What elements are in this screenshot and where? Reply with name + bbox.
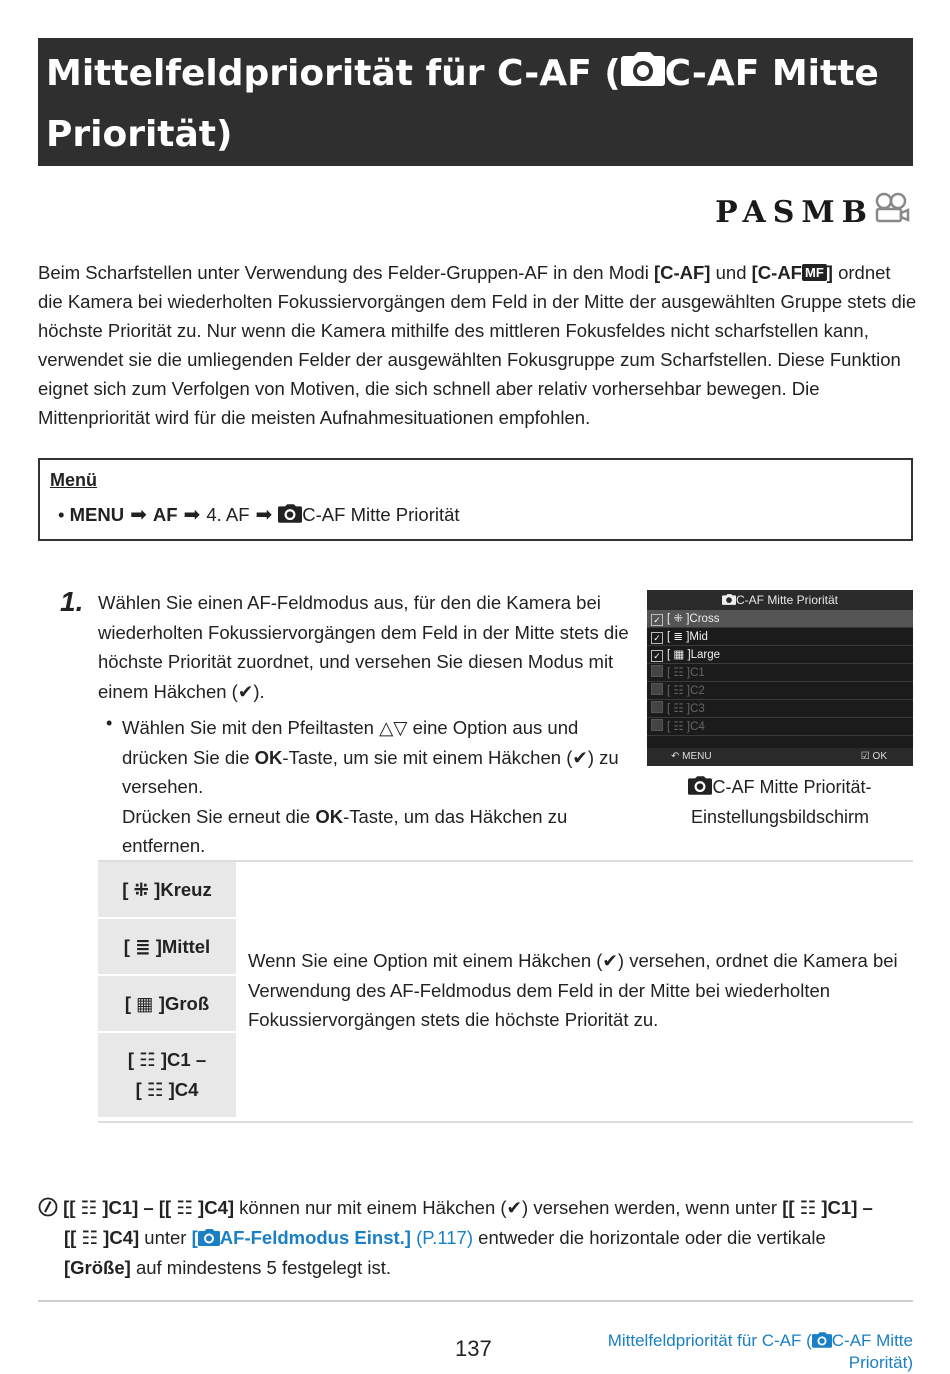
note	[38, 1193, 913, 1283]
step-number: 1.	[60, 586, 84, 617]
screen-option-label: [ ≣ ]Mid	[667, 631, 708, 643]
screen-option-row[interactable]	[647, 664, 913, 682]
screen-option-row[interactable]	[647, 628, 913, 646]
arrow-right-icon: ➡	[255, 504, 273, 526]
screen-option-label: [ ☷ ]C4	[667, 721, 705, 733]
mf-badge: MF	[802, 264, 827, 281]
note-text-3: entweder die horizontale oder die vertikale	[473, 1227, 826, 1248]
screen-option-row[interactable]	[647, 718, 913, 736]
note-text-4: auf mindestens 5 festgelegt ist.	[130, 1257, 391, 1278]
intro-text-1: Beim Scharfstellen unter Verwendung des Felder-Gruppen-AF in den Modi	[38, 262, 654, 283]
checkbox-empty-icon	[651, 683, 663, 695]
footer-link-3: Priorität)	[848, 1353, 913, 1372]
sub1-pre: Wählen Sie mit den Pfeiltasten △▽ eine Option aus und drücken Sie die	[122, 717, 579, 768]
link-text: AF-Feldmodus Einst.]	[219, 1227, 411, 1248]
cafmf-close: ]	[826, 262, 833, 283]
screen-rows	[647, 610, 913, 736]
note-groesse: [Größe]	[64, 1257, 131, 1278]
title-text-3: Priorität)	[46, 114, 233, 155]
ok-label: OK	[254, 746, 283, 768]
note-icon	[38, 1197, 58, 1218]
page-number: 137	[455, 1336, 492, 1361]
page-title-bar	[38, 38, 913, 166]
movie-icon	[874, 195, 910, 230]
footer-link-1: Mittelfeldpriorität für C-AF (	[607, 1331, 812, 1350]
screen-caption	[647, 772, 913, 832]
af-feldmodus-link[interactable]	[192, 1227, 411, 1248]
camera-icon	[278, 504, 302, 525]
cafmf-label: [C-AF	[751, 262, 802, 283]
step-text: Wählen Sie einen AF-Feldmodus aus, für den die Kamera bei wiederholten Fokussiervorgängen dem Feld in der Mitte stets die höchste Priorität zuordnet, und versehen Sie diesen Modus mit einem Häkchen (✔).	[98, 592, 629, 702]
screen-option-row[interactable]	[647, 646, 913, 664]
screen-option-label: [ ▦ ]Large	[667, 649, 721, 661]
footer-divider	[38, 1300, 913, 1302]
menu-heading: Menü	[50, 470, 97, 490]
screen-option-label: [ ☷ ]C3	[667, 703, 705, 715]
menu-step-af: AF	[152, 504, 178, 525]
sub2-post: -Taste, um das Häkchen zu entfernen.	[122, 805, 568, 856]
checkbox-empty-icon	[651, 701, 663, 713]
sub1-post: -Taste, um sie mit einem Häkchen (✔) zu versehen.	[122, 746, 619, 797]
screen-ok: ☑ OK	[860, 751, 887, 762]
menu-step-4af: 4. AF	[206, 504, 250, 525]
screen-option-row[interactable]	[647, 682, 913, 700]
checkbox-empty-icon	[651, 665, 663, 677]
step-bullet: •	[106, 713, 113, 733]
table-label: [ ≣ ]Mittel	[123, 935, 211, 957]
screen-option-label: [ ☷ ]C1	[667, 667, 705, 679]
arrow-right-icon: ➡	[183, 504, 201, 526]
screen-option-label: [ ☷ ]C2	[667, 685, 705, 697]
intro-and: und	[710, 262, 752, 283]
screen-option-label: [ ⁜ ]Cross	[667, 613, 720, 625]
checkbox-checked-icon: ✓	[651, 650, 663, 662]
camera-settings-screen	[647, 590, 913, 766]
note-text-1: können nur mit einem Häkchen (✔) versehen werden, wenn unter	[234, 1197, 783, 1218]
title-text-2: C-AF Mitte	[664, 53, 879, 94]
page-ref-link[interactable]: (P.117)	[410, 1227, 474, 1248]
screen-back: ↶ MENU	[671, 751, 712, 762]
shooting-modes	[715, 192, 910, 230]
menu-path-box	[38, 458, 913, 541]
footer-section-link[interactable]	[608, 1330, 913, 1374]
caf-label: [C-AF]	[653, 262, 711, 283]
table-label: [ ⁜ ]Kreuz	[122, 878, 212, 900]
menu-step-caf-mitte: C-AF Mitte Priorität	[302, 504, 460, 525]
options-table	[98, 860, 913, 1123]
table-description: Wenn Sie eine Option mit einem Häkchen (✔) versehen, ordnet die Kamera bei Verwendung des AF-Feldmodus dem Feld in der Mitte bei wiederholten Fokussiervorgängen stets die höchste Priorität zu.	[248, 950, 898, 1030]
note-c1: [[ ☷ ]C1] –	[782, 1197, 873, 1218]
caption-line-1: C-AF Mitte Priorität-	[712, 777, 872, 797]
table-row-c1-c4	[98, 1033, 236, 1119]
page-title	[46, 44, 905, 165]
sub2-pre: Drücken Sie erneut die	[122, 805, 316, 827]
menu-step-menu: MENU	[69, 504, 125, 525]
checkbox-empty-icon	[651, 719, 663, 731]
menu-path	[58, 502, 460, 527]
screen-header-text: C-AF Mitte Priorität	[735, 593, 838, 607]
screen-footer	[647, 748, 913, 766]
camera-icon	[198, 1227, 220, 1248]
table-row-gross	[98, 976, 236, 1033]
ok-label: OK	[315, 805, 344, 827]
note-c1-c4: [[ ☷ ]C1] – [[ ☷ ]C4]	[63, 1197, 235, 1218]
camera-icon	[621, 45, 665, 105]
table-label: [ ▦ ]Groß	[124, 992, 210, 1014]
intro-text-2: ordnet die Kamera bei wiederholten Fokussiervorgängen dem Feld in der Mitte der ausgewählten Gruppe stets die höchste Priorität zu. Nur wenn die Kamera mithilfe des mittleren Fokusfeldes nicht scharfstellen kann, verwendet sie die umliegenden Felder der ausgewählten Fokusgruppe zum Scharfstellen. Diese Funktion eignet sich zum Verfolgen von Motiven, die sich schnell aber relativ vorhersehbar bewegen. Die Mittenpriorität wird für die meisten Aufnahmesituationen empfohlen.	[38, 262, 917, 428]
screen-option-row[interactable]	[647, 610, 913, 628]
checkbox-checked-icon: ✓	[651, 632, 663, 644]
camera-icon	[688, 777, 712, 797]
arrow-right-icon: ➡	[130, 504, 147, 526]
camera-icon	[812, 1331, 832, 1350]
footer-link-2: C-AF Mitte	[831, 1331, 913, 1350]
note-text-2: unter	[139, 1227, 192, 1248]
link-bracket: [	[191, 1227, 198, 1248]
screen-option-row[interactable]	[647, 700, 913, 718]
menu-bullet: •	[58, 504, 65, 525]
intro-paragraph	[38, 258, 918, 432]
table-label: [ ☷ ]C1 – [ ☷ ]C4	[127, 1049, 207, 1100]
table-row-kreuz	[98, 862, 236, 919]
modes-text: PASMB	[715, 195, 874, 230]
note-c4: [[ ☷ ]C4]	[64, 1227, 140, 1248]
checkbox-checked-icon: ✓	[651, 614, 663, 626]
step-sub-text	[122, 713, 627, 861]
camera-icon	[722, 593, 736, 607]
title-text-1: Mittelfeldpriorität für C-AF (	[46, 53, 621, 94]
table-row-mittel	[98, 919, 236, 976]
caption-line-2: Einstellungsbildschirm	[690, 807, 870, 827]
screen-header	[647, 590, 913, 610]
